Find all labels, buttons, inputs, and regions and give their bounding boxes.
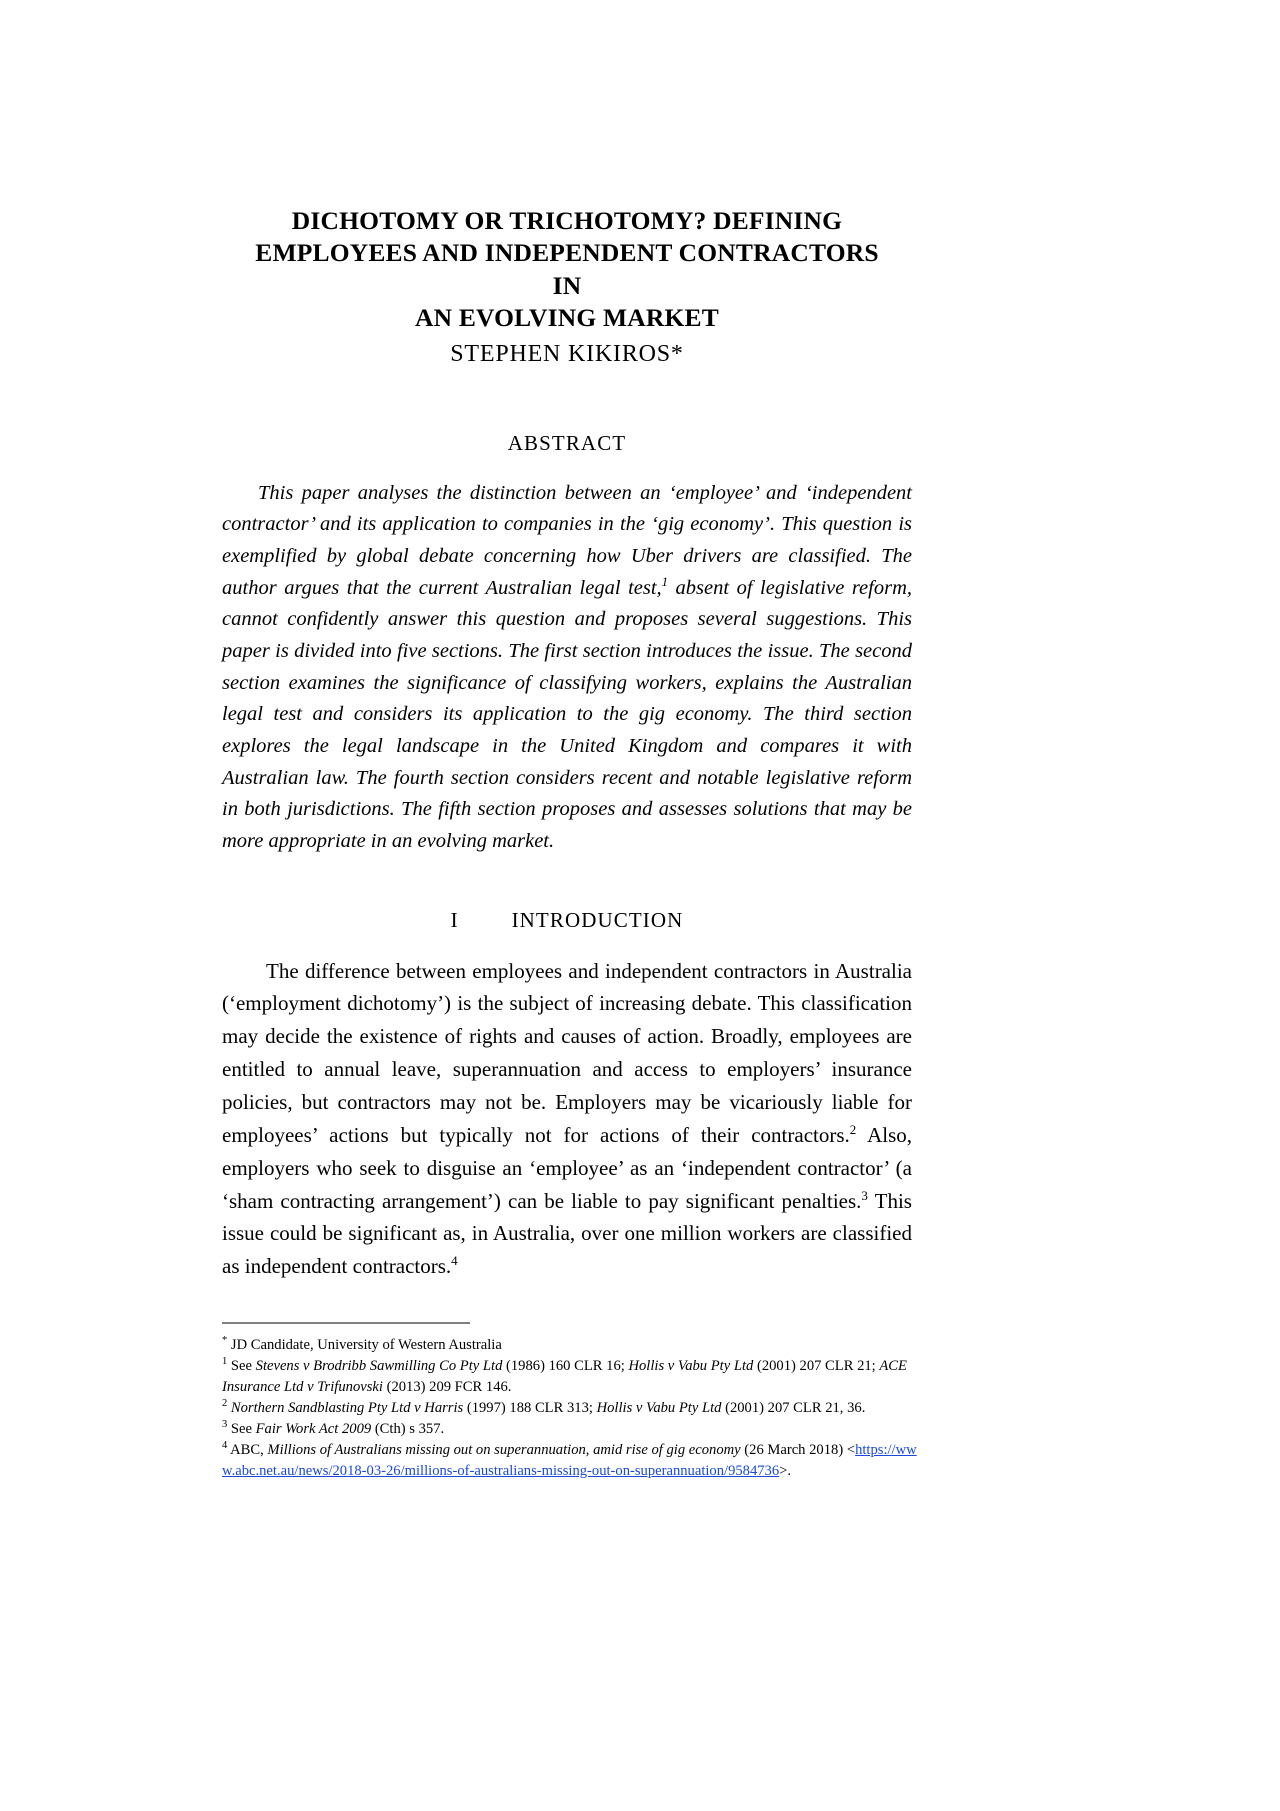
footnote-text: (Cth) s 357. <box>371 1420 445 1437</box>
introduction-paragraph <box>222 955 912 1284</box>
footnote-text: ABC, <box>230 1441 268 1458</box>
footnote-marker: 3 <box>222 1418 228 1430</box>
footnote-text: See <box>230 1357 256 1374</box>
section-number: I <box>450 907 458 932</box>
abstract-text-part-2: absent of legislative reform, cannot confidently answer this question and proposes several suggestions. This paper is divided into five sections. The first section introduces the issue. The second section examines the significance of classifying workers, explains the Australian legal test and considers its application to the gig economy. The third section explores the legal landscape in the United Kingdom and compares it with Australian law. The fourth section considers recent and notable legislative reform in both jurisdictions. The fifth section proposes and assesses solutions that may be more appropriate in an evolving market. <box>222 576 912 852</box>
footnote-text: (26 March 2018) < <box>740 1441 856 1458</box>
footnote-2 <box>222 1398 922 1419</box>
footnote-marker: 4 <box>222 1439 228 1451</box>
footnote-text: (2001) 207 CLR 21; <box>753 1357 880 1374</box>
footnote-case-name: Millions of Australians missing out on superannuation, amid rise of gig economy <box>267 1441 741 1458</box>
author-byline: STEPHEN KIKIROS* <box>450 340 684 367</box>
abstract-text-part-1: This paper analyses the distinction between an ‘employee’ and ‘independent contractor’ and its application to companies in the ‘gig economy’. This question is exemplified by global debate concerning how Uber drivers are classified. The author argues that the current Australian legal test, <box>222 481 912 599</box>
footnote-case-name: Northern Sandblasting Pty Ltd v Harris <box>230 1399 464 1416</box>
footnote-case-name: Stevens v Brodribb Sawmilling Co Pty Ltd <box>255 1357 503 1374</box>
footnote-text: (1986) 160 CLR 16; <box>502 1357 629 1374</box>
intro-footnote-ref-3[interactable]: 3 <box>861 1187 868 1203</box>
footnote-* <box>222 1335 922 1356</box>
footnote-4 <box>222 1440 922 1482</box>
intro-footnote-ref-4[interactable]: 4 <box>451 1253 458 1269</box>
footnote-case-name: Fair Work Act 2009 <box>255 1420 372 1437</box>
footnote-text: >. <box>779 1462 792 1479</box>
footnote-case-name: Hollis v Vabu Pty Ltd <box>596 1399 722 1416</box>
footnote-1 <box>222 1356 922 1398</box>
page-title <box>222 205 912 335</box>
footnote-text: (2001) 207 CLR 21, 36. <box>721 1399 866 1416</box>
abstract-footnote-ref-1[interactable]: 1 <box>661 574 669 589</box>
footnote-text: (1997) 188 CLR 313; <box>463 1399 597 1416</box>
footnote-marker: * <box>222 1335 228 1347</box>
intro-footnote-ref-2[interactable]: 2 <box>849 1121 857 1137</box>
footnote-text: (2013) 209 FCR 146. <box>382 1378 512 1395</box>
footnote-case-name: ACE Insurance Ltd v Trifunovski <box>222 1357 907 1395</box>
title-line-2: EMPLOYEES AND INDEPENDENT CONTRACTORS IN <box>255 238 879 300</box>
intro-text-part-2: Also, employers who seek to disguise an ‘employee’ as an ‘independent contractor’ (a ‘sham contracting arrangement’) can be liable to pay significant penalties. <box>222 1122 912 1213</box>
abstract-heading: ABSTRACT <box>507 430 627 455</box>
footnote-marker: 2 <box>222 1397 228 1409</box>
footnote-marker: 1 <box>222 1356 228 1368</box>
footnote-area <box>222 1322 922 1482</box>
section-title: INTRODUCTION <box>511 907 684 932</box>
footnote-case-name: Hollis v Vabu Pty Ltd <box>628 1357 754 1374</box>
title-line-3: AN EVOLVING MARKET <box>415 303 719 333</box>
footnote-text: See <box>230 1420 256 1437</box>
footnote-list <box>222 1335 922 1482</box>
intro-text-part-1: The difference between employees and independent contractors in Australia (‘employment dichotomy’) is the subject of increasing debate. This classification may decide the existence of rights and causes of action. Broadly, employees are entitled to annual leave, superannuation and access to employers’ insurance policies, but contractors may not be. Employers may be vicariously liable for employees’ actions but typically not for actions of their contractors. <box>222 958 912 1147</box>
footnote-3 <box>222 1419 922 1440</box>
title-line-1: DICHOTOMY OR TRICHOTOMY? DEFINING <box>291 206 843 235</box>
abstract-body <box>222 478 912 858</box>
page-content <box>222 205 912 1304</box>
footnote-text: JD Candidate, University of Western Australia <box>230 1337 502 1353</box>
footnote-separator-rule <box>222 1322 470 1324</box>
intro-text-part-3: This issue could be significant as, in Australia, over one million workers are classified as independent contractors. <box>222 1188 912 1279</box>
section-heading-introduction <box>222 908 912 933</box>
footnote-url-link[interactable]: https://www.abc.net.au/news/2018-03-26/millions-of-australians-missing-out-on-superannuation/9584736 <box>222 1441 917 1479</box>
